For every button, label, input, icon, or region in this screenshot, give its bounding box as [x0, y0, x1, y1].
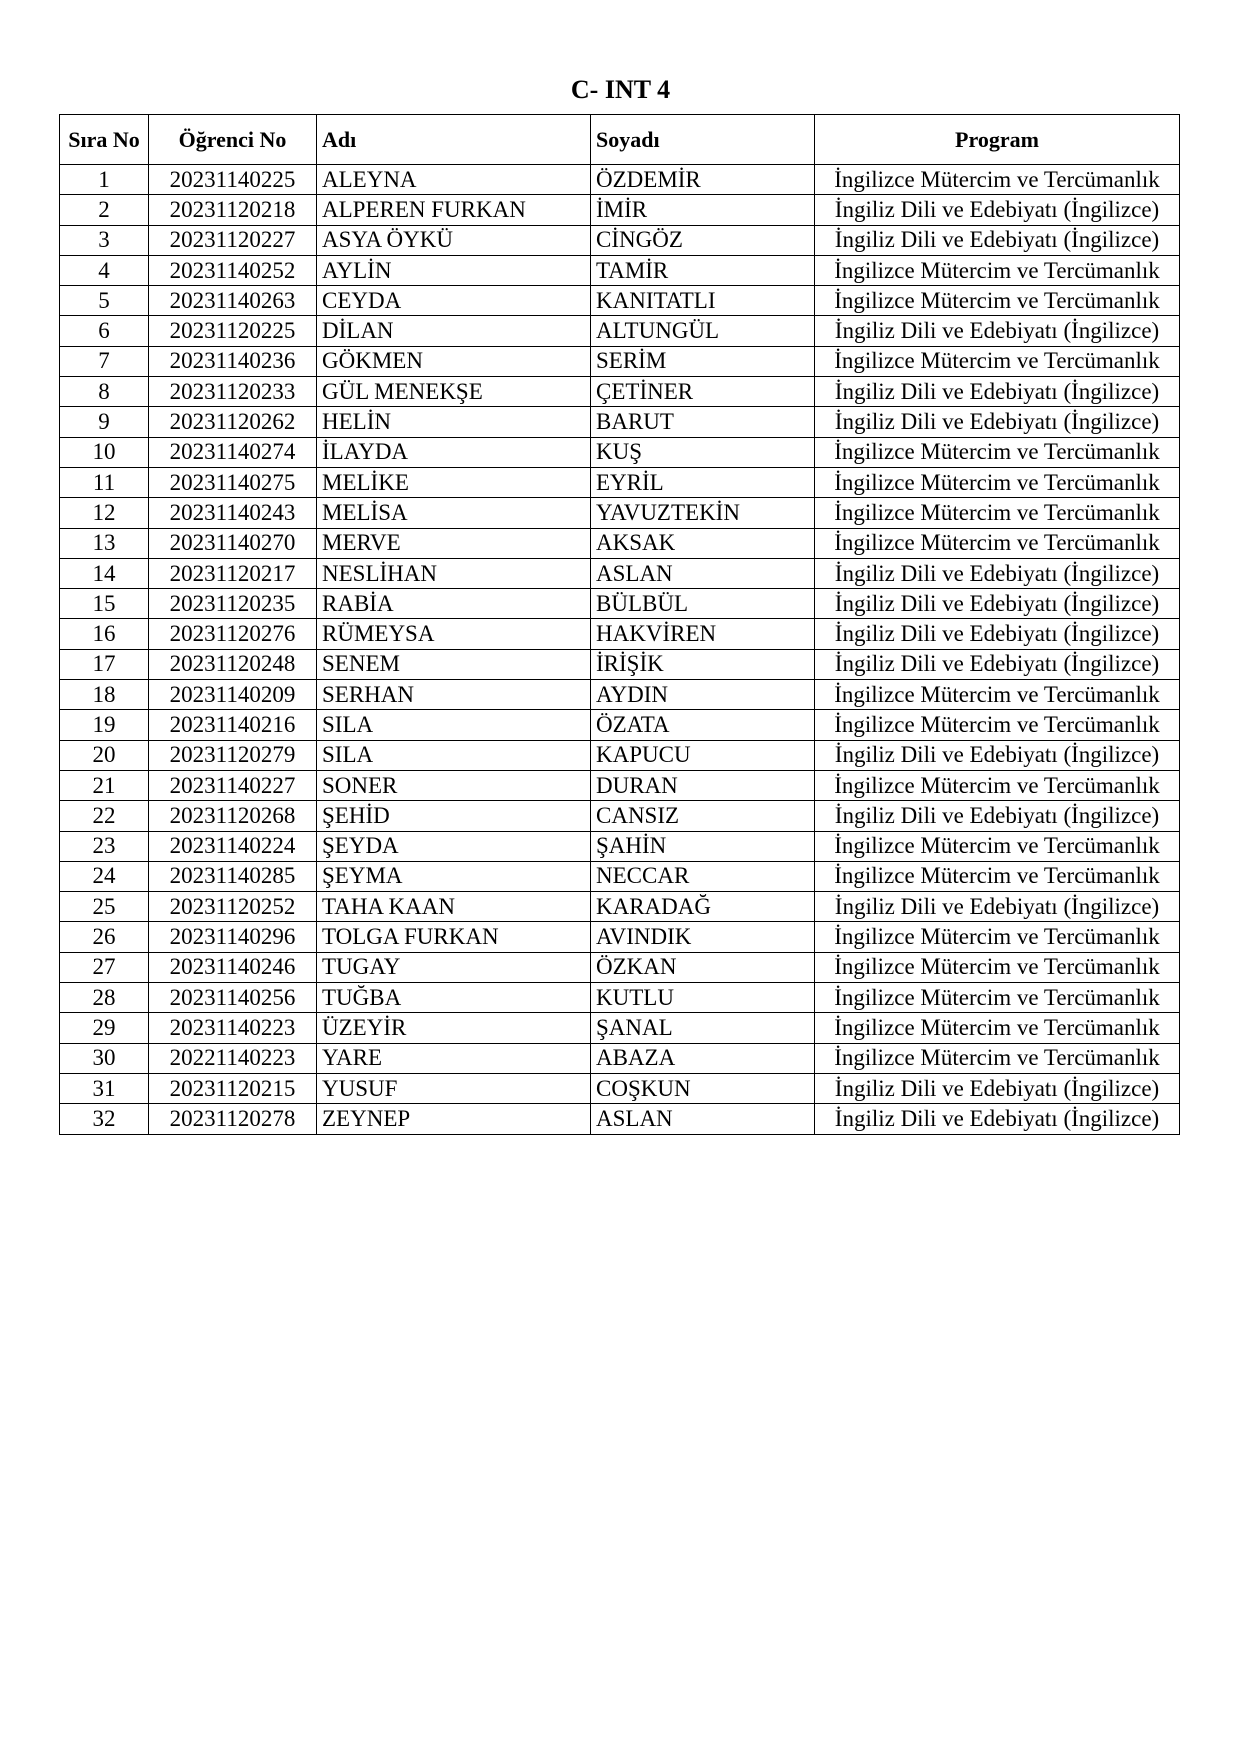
cell-ogrenci-no: 20231120218 — [149, 195, 317, 225]
cell-sira-no: 31 — [60, 1073, 149, 1103]
cell-ogrenci-no: 20231120217 — [149, 558, 317, 588]
cell-adi: RÜMEYSA — [317, 619, 591, 649]
cell-sira-no: 20 — [60, 740, 149, 770]
cell-ogrenci-no: 20231140227 — [149, 770, 317, 800]
cell-ogrenci-no: 20231140246 — [149, 952, 317, 982]
cell-adi: TUĞBA — [317, 983, 591, 1013]
cell-ogrenci-no: 20231120276 — [149, 619, 317, 649]
cell-adi: SERHAN — [317, 680, 591, 710]
table-row — [60, 740, 1180, 770]
cell-soyadi: DURAN — [591, 770, 815, 800]
cell-soyadi: ASLAN — [591, 558, 815, 588]
table-row — [60, 892, 1180, 922]
cell-soyadi: NECCAR — [591, 861, 815, 891]
header-program: Program — [815, 115, 1180, 165]
cell-program: İngilizce Mütercim ve Tercümanlık — [815, 922, 1180, 952]
cell-adi: SENEM — [317, 649, 591, 679]
table-row — [60, 558, 1180, 588]
cell-sira-no: 8 — [60, 377, 149, 407]
cell-program: İngilizce Mütercim ve Tercümanlık — [815, 467, 1180, 497]
cell-sira-no: 23 — [60, 831, 149, 861]
cell-ogrenci-no: 20231140296 — [149, 922, 317, 952]
cell-soyadi: HAKVİREN — [591, 619, 815, 649]
table-row — [60, 770, 1180, 800]
cell-sira-no: 30 — [60, 1043, 149, 1073]
cell-adi: İLAYDA — [317, 437, 591, 467]
table-row — [60, 437, 1180, 467]
cell-ogrenci-no: 20231140285 — [149, 861, 317, 891]
cell-sira-no: 1 — [60, 165, 149, 195]
cell-adi: SILA — [317, 740, 591, 770]
cell-ogrenci-no: 20221140223 — [149, 1043, 317, 1073]
cell-soyadi: ABAZA — [591, 1043, 815, 1073]
cell-soyadi: KUTLU — [591, 983, 815, 1013]
cell-ogrenci-no: 20231120215 — [149, 1073, 317, 1103]
cell-sira-no: 22 — [60, 801, 149, 831]
header-sira-no: Sıra No — [60, 115, 149, 165]
cell-soyadi: COŞKUN — [591, 1073, 815, 1103]
cell-soyadi: ÖZATA — [591, 710, 815, 740]
cell-program: İngiliz Dili ve Edebiyatı (İngilizce) — [815, 558, 1180, 588]
cell-sira-no: 10 — [60, 437, 149, 467]
cell-ogrenci-no: 20231140274 — [149, 437, 317, 467]
header-ogrenci-no: Öğrenci No — [149, 115, 317, 165]
table-row — [60, 195, 1180, 225]
cell-soyadi: AVINDIK — [591, 922, 815, 952]
cell-adi: AYLİN — [317, 255, 591, 285]
cell-adi: MERVE — [317, 528, 591, 558]
cell-soyadi: ŞANAL — [591, 1013, 815, 1043]
cell-ogrenci-no: 20231140216 — [149, 710, 317, 740]
cell-program: İngilizce Mütercim ve Tercümanlık — [815, 983, 1180, 1013]
table-row — [60, 165, 1180, 195]
table-row — [60, 1073, 1180, 1103]
cell-adi: ZEYNEP — [317, 1104, 591, 1134]
cell-soyadi: CİNGÖZ — [591, 225, 815, 255]
cell-program: İngiliz Dili ve Edebiyatı (İngilizce) — [815, 892, 1180, 922]
cell-soyadi: AKSAK — [591, 528, 815, 558]
cell-adi: SILA — [317, 710, 591, 740]
cell-program: İngilizce Mütercim ve Tercümanlık — [815, 165, 1180, 195]
table-row — [60, 831, 1180, 861]
table-row — [60, 286, 1180, 316]
cell-program: İngiliz Dili ve Edebiyatı (İngilizce) — [815, 801, 1180, 831]
cell-soyadi: İRİŞİK — [591, 649, 815, 679]
cell-program: İngilizce Mütercim ve Tercümanlık — [815, 1013, 1180, 1043]
cell-sira-no: 24 — [60, 861, 149, 891]
cell-program: İngilizce Mütercim ve Tercümanlık — [815, 255, 1180, 285]
cell-soyadi: ASLAN — [591, 1104, 815, 1134]
cell-program: İngilizce Mütercim ve Tercümanlık — [815, 286, 1180, 316]
table-row — [60, 801, 1180, 831]
cell-ogrenci-no: 20231140270 — [149, 528, 317, 558]
table-row — [60, 619, 1180, 649]
table-header-row — [60, 115, 1180, 165]
cell-sira-no: 15 — [60, 589, 149, 619]
cell-ogrenci-no: 20231120227 — [149, 225, 317, 255]
cell-soyadi: AYDIN — [591, 680, 815, 710]
table-row — [60, 680, 1180, 710]
cell-adi: ASYA ÖYKÜ — [317, 225, 591, 255]
cell-soyadi: KANITATLI — [591, 286, 815, 316]
cell-soyadi: YAVUZTEKİN — [591, 498, 815, 528]
cell-adi: GÖKMEN — [317, 346, 591, 376]
cell-sira-no: 14 — [60, 558, 149, 588]
cell-sira-no: 11 — [60, 467, 149, 497]
table-row — [60, 1104, 1180, 1134]
cell-sira-no: 3 — [60, 225, 149, 255]
cell-soyadi: TAMİR — [591, 255, 815, 285]
cell-program: İngiliz Dili ve Edebiyatı (İngilizce) — [815, 407, 1180, 437]
cell-program: İngilizce Mütercim ve Tercümanlık — [815, 498, 1180, 528]
cell-soyadi: EYRİL — [591, 467, 815, 497]
cell-ogrenci-no: 20231120235 — [149, 589, 317, 619]
cell-program: İngiliz Dili ve Edebiyatı (İngilizce) — [815, 740, 1180, 770]
cell-program: İngilizce Mütercim ve Tercümanlık — [815, 680, 1180, 710]
cell-soyadi: CANSIZ — [591, 801, 815, 831]
cell-program: İngilizce Mütercim ve Tercümanlık — [815, 861, 1180, 891]
cell-program: İngilizce Mütercim ve Tercümanlık — [815, 1043, 1180, 1073]
table-row — [60, 1013, 1180, 1043]
cell-adi: ŞEYDA — [317, 831, 591, 861]
cell-program: İngilizce Mütercim ve Tercümanlık — [815, 710, 1180, 740]
header-soyadi: Soyadı — [591, 115, 815, 165]
cell-soyadi: BÜLBÜL — [591, 589, 815, 619]
cell-sira-no: 2 — [60, 195, 149, 225]
cell-adi: ALPEREN FURKAN — [317, 195, 591, 225]
cell-sira-no: 26 — [60, 922, 149, 952]
cell-adi: ÜZEYİR — [317, 1013, 591, 1043]
table-row — [60, 377, 1180, 407]
cell-program: İngiliz Dili ve Edebiyatı (İngilizce) — [815, 619, 1180, 649]
table-row — [60, 225, 1180, 255]
cell-program: İngiliz Dili ve Edebiyatı (İngilizce) — [815, 377, 1180, 407]
table-row — [60, 922, 1180, 952]
cell-ogrenci-no: 20231140236 — [149, 346, 317, 376]
header-adi: Adı — [317, 115, 591, 165]
cell-ogrenci-no: 20231140225 — [149, 165, 317, 195]
table-row — [60, 1043, 1180, 1073]
cell-ogrenci-no: 20231120278 — [149, 1104, 317, 1134]
cell-soyadi: ŞAHİN — [591, 831, 815, 861]
cell-adi: YARE — [317, 1043, 591, 1073]
cell-sira-no: 21 — [60, 770, 149, 800]
cell-adi: TAHA KAAN — [317, 892, 591, 922]
cell-program: İngilizce Mütercim ve Tercümanlık — [815, 831, 1180, 861]
cell-soyadi: KAPUCU — [591, 740, 815, 770]
cell-adi: HELİN — [317, 407, 591, 437]
table-row — [60, 407, 1180, 437]
cell-adi: TOLGA FURKAN — [317, 922, 591, 952]
cell-soyadi: ÖZDEMİR — [591, 165, 815, 195]
cell-adi: RABİA — [317, 589, 591, 619]
cell-program: İngilizce Mütercim ve Tercümanlık — [815, 346, 1180, 376]
table-row — [60, 528, 1180, 558]
cell-soyadi: ÇETİNER — [591, 377, 815, 407]
cell-ogrenci-no: 20231140263 — [149, 286, 317, 316]
cell-sira-no: 18 — [60, 680, 149, 710]
cell-ogrenci-no: 20231120262 — [149, 407, 317, 437]
cell-program: İngilizce Mütercim ve Tercümanlık — [815, 528, 1180, 558]
table-row — [60, 316, 1180, 346]
cell-soyadi: KUŞ — [591, 437, 815, 467]
cell-ogrenci-no: 20231140252 — [149, 255, 317, 285]
cell-ogrenci-no: 20231140243 — [149, 498, 317, 528]
cell-sira-no: 4 — [60, 255, 149, 285]
cell-ogrenci-no: 20231120252 — [149, 892, 317, 922]
page-title: C- INT 4 — [570, 75, 671, 104]
table-row — [60, 498, 1180, 528]
cell-sira-no: 25 — [60, 892, 149, 922]
cell-adi: ALEYNA — [317, 165, 591, 195]
cell-ogrenci-no: 20231140275 — [149, 467, 317, 497]
cell-soyadi: KARADAĞ — [591, 892, 815, 922]
cell-sira-no: 16 — [60, 619, 149, 649]
cell-adi: ŞEHİD — [317, 801, 591, 831]
cell-sira-no: 13 — [60, 528, 149, 558]
table-row — [60, 467, 1180, 497]
cell-program: İngilizce Mütercim ve Tercümanlık — [815, 437, 1180, 467]
student-table — [59, 114, 1180, 1135]
cell-adi: SONER — [317, 770, 591, 800]
cell-ogrenci-no: 20231120268 — [149, 801, 317, 831]
table-row — [60, 710, 1180, 740]
cell-sira-no: 12 — [60, 498, 149, 528]
cell-ogrenci-no: 20231120279 — [149, 740, 317, 770]
cell-soyadi: ALTUNGÜL — [591, 316, 815, 346]
cell-ogrenci-no: 20231120248 — [149, 649, 317, 679]
cell-ogrenci-no: 20231140209 — [149, 680, 317, 710]
cell-sira-no: 6 — [60, 316, 149, 346]
cell-adi: TUGAY — [317, 952, 591, 982]
cell-adi: YUSUF — [317, 1073, 591, 1103]
cell-program: İngiliz Dili ve Edebiyatı (İngilizce) — [815, 649, 1180, 679]
cell-ogrenci-no: 20231140223 — [149, 1013, 317, 1043]
table-row — [60, 346, 1180, 376]
cell-sira-no: 27 — [60, 952, 149, 982]
cell-ogrenci-no: 20231120233 — [149, 377, 317, 407]
cell-sira-no: 29 — [60, 1013, 149, 1043]
table-row — [60, 255, 1180, 285]
cell-sira-no: 5 — [60, 286, 149, 316]
table-row — [60, 983, 1180, 1013]
table-row — [60, 589, 1180, 619]
cell-sira-no: 9 — [60, 407, 149, 437]
cell-sira-no: 28 — [60, 983, 149, 1013]
table-row — [60, 649, 1180, 679]
cell-sira-no: 32 — [60, 1104, 149, 1134]
cell-program: İngiliz Dili ve Edebiyatı (İngilizce) — [815, 1104, 1180, 1134]
cell-sira-no: 7 — [60, 346, 149, 376]
cell-adi: MELİKE — [317, 467, 591, 497]
cell-adi: NESLİHAN — [317, 558, 591, 588]
cell-program: İngiliz Dili ve Edebiyatı (İngilizce) — [815, 316, 1180, 346]
cell-soyadi: BARUT — [591, 407, 815, 437]
cell-program: İngiliz Dili ve Edebiyatı (İngilizce) — [815, 1073, 1180, 1103]
cell-ogrenci-no: 20231140224 — [149, 831, 317, 861]
table-row — [60, 861, 1180, 891]
cell-program: İngiliz Dili ve Edebiyatı (İngilizce) — [815, 225, 1180, 255]
cell-sira-no: 19 — [60, 710, 149, 740]
cell-adi: DİLAN — [317, 316, 591, 346]
cell-soyadi: İMİR — [591, 195, 815, 225]
table-body — [60, 165, 1180, 1135]
cell-adi: GÜL MENEKŞE — [317, 377, 591, 407]
cell-program: İngilizce Mütercim ve Tercümanlık — [815, 770, 1180, 800]
cell-sira-no: 17 — [60, 649, 149, 679]
cell-program: İngilizce Mütercim ve Tercümanlık — [815, 952, 1180, 982]
cell-soyadi: ÖZKAN — [591, 952, 815, 982]
cell-adi: CEYDA — [317, 286, 591, 316]
table-row — [60, 952, 1180, 982]
cell-ogrenci-no: 20231140256 — [149, 983, 317, 1013]
cell-program: İngiliz Dili ve Edebiyatı (İngilizce) — [815, 195, 1180, 225]
cell-adi: MELİSA — [317, 498, 591, 528]
cell-program: İngiliz Dili ve Edebiyatı (İngilizce) — [815, 589, 1180, 619]
cell-adi: ŞEYMA — [317, 861, 591, 891]
cell-soyadi: SERİM — [591, 346, 815, 376]
cell-ogrenci-no: 20231120225 — [149, 316, 317, 346]
